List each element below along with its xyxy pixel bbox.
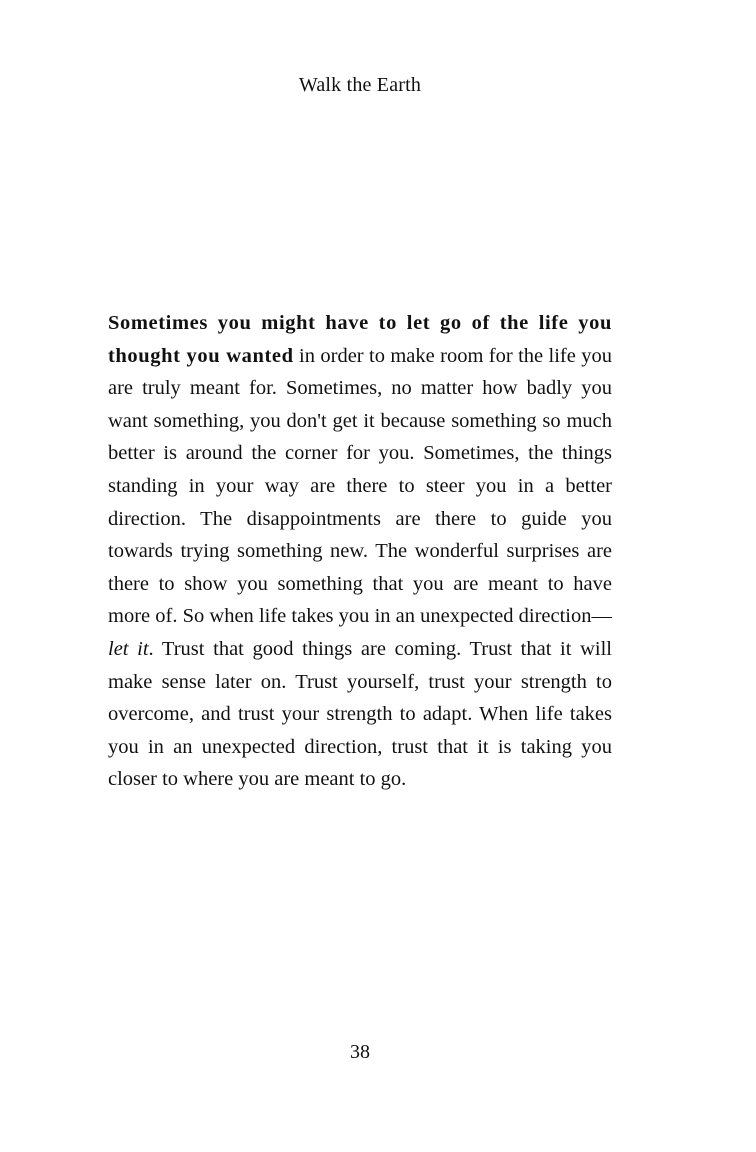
body-paragraph xyxy=(108,307,612,796)
italic-emphasis: let it xyxy=(108,637,149,660)
page-number: 38 xyxy=(350,1041,370,1063)
paragraph-text-1: in order to make room for the life you are truly meant for. Sometimes, no matter how badly you want something, you don't get it because something so much better is around the corner for you. Sometimes, the things standing in your way are there to steer you in a better direction. The disappointments are there to guide you towards trying something new. The wonderful surprises are there to show you something that you are meant to have more of. So when life takes you in an unexpected direction— xyxy=(108,344,613,628)
running-head: Walk the Earth xyxy=(298,74,422,96)
lead-bold-phrase: Sometimes you might have to let go of the life you thought you wanted xyxy=(108,312,612,367)
paragraph-text-2: . Trust that good things are coming. Trust that it will make sense later on. Trust yourself, trust your strength to overcome, and trust your strength to adapt. When life takes you in an unexpected direction, trust that it is taking you closer to where you are meant to go. xyxy=(108,637,612,791)
